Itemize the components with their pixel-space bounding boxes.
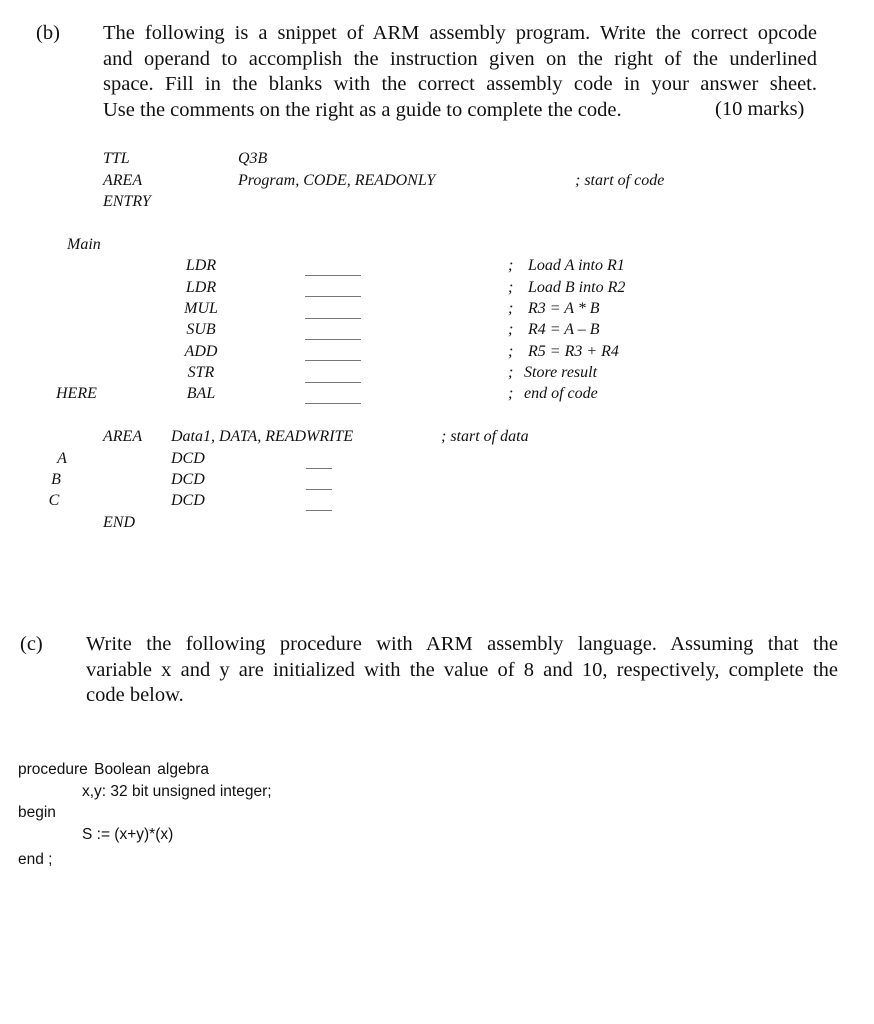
- answer-blank: [306, 468, 332, 469]
- instr-op: STR: [187, 364, 215, 381]
- part-b-label: (b): [36, 22, 60, 44]
- instr-comment: Load A into R1: [528, 257, 625, 274]
- instr-comment: Store result: [524, 364, 598, 381]
- part-c-text: [86, 632, 838, 709]
- instr-semicolon: ;: [508, 321, 514, 338]
- answer-blank: [305, 318, 361, 319]
- end-keyword: end ;: [18, 851, 53, 868]
- area-directive: AREA: [103, 172, 143, 189]
- answer-blank: [305, 296, 361, 297]
- part-b-line-1: The following is a snippet of ARM assembly program. Write the correct opcode: [103, 22, 817, 44]
- instr-comment: R3 = A * B: [528, 300, 600, 317]
- part-b-line-4: Use the comments on the right as a guide to complete the code.: [103, 98, 622, 121]
- part-c-label: (c): [20, 633, 43, 655]
- data-label-c: C: [48, 492, 60, 509]
- part-c-line-2: variable x and y are initialized with the value of 8 and 10, respectively, complete the: [86, 658, 838, 681]
- instr-comment: Load B into R2: [528, 279, 626, 296]
- here-label: HERE: [56, 385, 97, 402]
- part-b-line-3: space. Fill in the blanks with the correct assembly code in your answer sheet.: [103, 73, 817, 95]
- dcd-directive: DCD: [171, 471, 205, 488]
- area-comment: ; start of code: [575, 172, 665, 189]
- instr-op: ADD: [184, 343, 218, 360]
- answer-blank: [305, 360, 361, 361]
- instr-semicolon: ;: [508, 279, 514, 296]
- instr-comment: R4 = A – B: [528, 321, 600, 338]
- answer-blank: [305, 403, 361, 404]
- instr-op: LDR: [185, 279, 217, 296]
- part-b-text: [103, 21, 817, 123]
- ttl-directive: TTL: [103, 150, 130, 167]
- instr-semicolon: ;: [508, 385, 514, 402]
- answer-blank: [305, 382, 361, 383]
- data-label-a: A: [57, 450, 67, 467]
- answer-blank: [306, 489, 332, 490]
- statement-line: S := (x+y)*(x): [82, 826, 174, 843]
- instr-semicolon: ;: [508, 300, 514, 317]
- data-area-comment: ; start of data: [441, 428, 529, 445]
- main-label: Main: [67, 236, 101, 253]
- instr-comment: R5 = R3 + R4: [528, 343, 619, 360]
- instr-op: BAL: [186, 385, 216, 402]
- answer-blank: [305, 275, 361, 276]
- data-label-b: B: [51, 471, 61, 488]
- end-directive: END: [103, 514, 135, 531]
- instr-op: LDR: [185, 257, 217, 274]
- declaration-line: x,y: 32 bit unsigned integer;: [82, 783, 272, 800]
- part-c-line-3: code below.: [86, 684, 184, 706]
- instr-semicolon: ;: [508, 364, 514, 381]
- answer-blank: [306, 510, 332, 511]
- dcd-directive: DCD: [171, 492, 205, 509]
- dcd-directive: DCD: [171, 450, 205, 467]
- ttl-value: Q3B: [238, 150, 268, 167]
- instr-op: MUL: [184, 300, 218, 317]
- area-value: Program, CODE, READONLY: [238, 172, 436, 189]
- answer-blank: [305, 339, 361, 340]
- entry-directive: ENTRY: [103, 193, 151, 210]
- procedure-line: procedure Boolean algebra: [18, 761, 209, 778]
- marks: (10 marks): [715, 98, 805, 120]
- instr-op: SUB: [186, 321, 216, 338]
- instr-semicolon: ;: [508, 257, 514, 274]
- data-area-value: Data1, DATA, READWRITE: [171, 428, 354, 445]
- begin-keyword: begin: [18, 804, 56, 821]
- part-c-line-1: Write the following procedure with ARM assembly language. Assuming that the: [86, 633, 838, 655]
- data-area-directive: AREA: [103, 428, 143, 445]
- part-b-line-2: and operand to accomplish the instruction given on the right of the underlined: [103, 47, 817, 70]
- instr-comment: end of code: [524, 385, 598, 402]
- instr-semicolon: ;: [508, 343, 514, 360]
